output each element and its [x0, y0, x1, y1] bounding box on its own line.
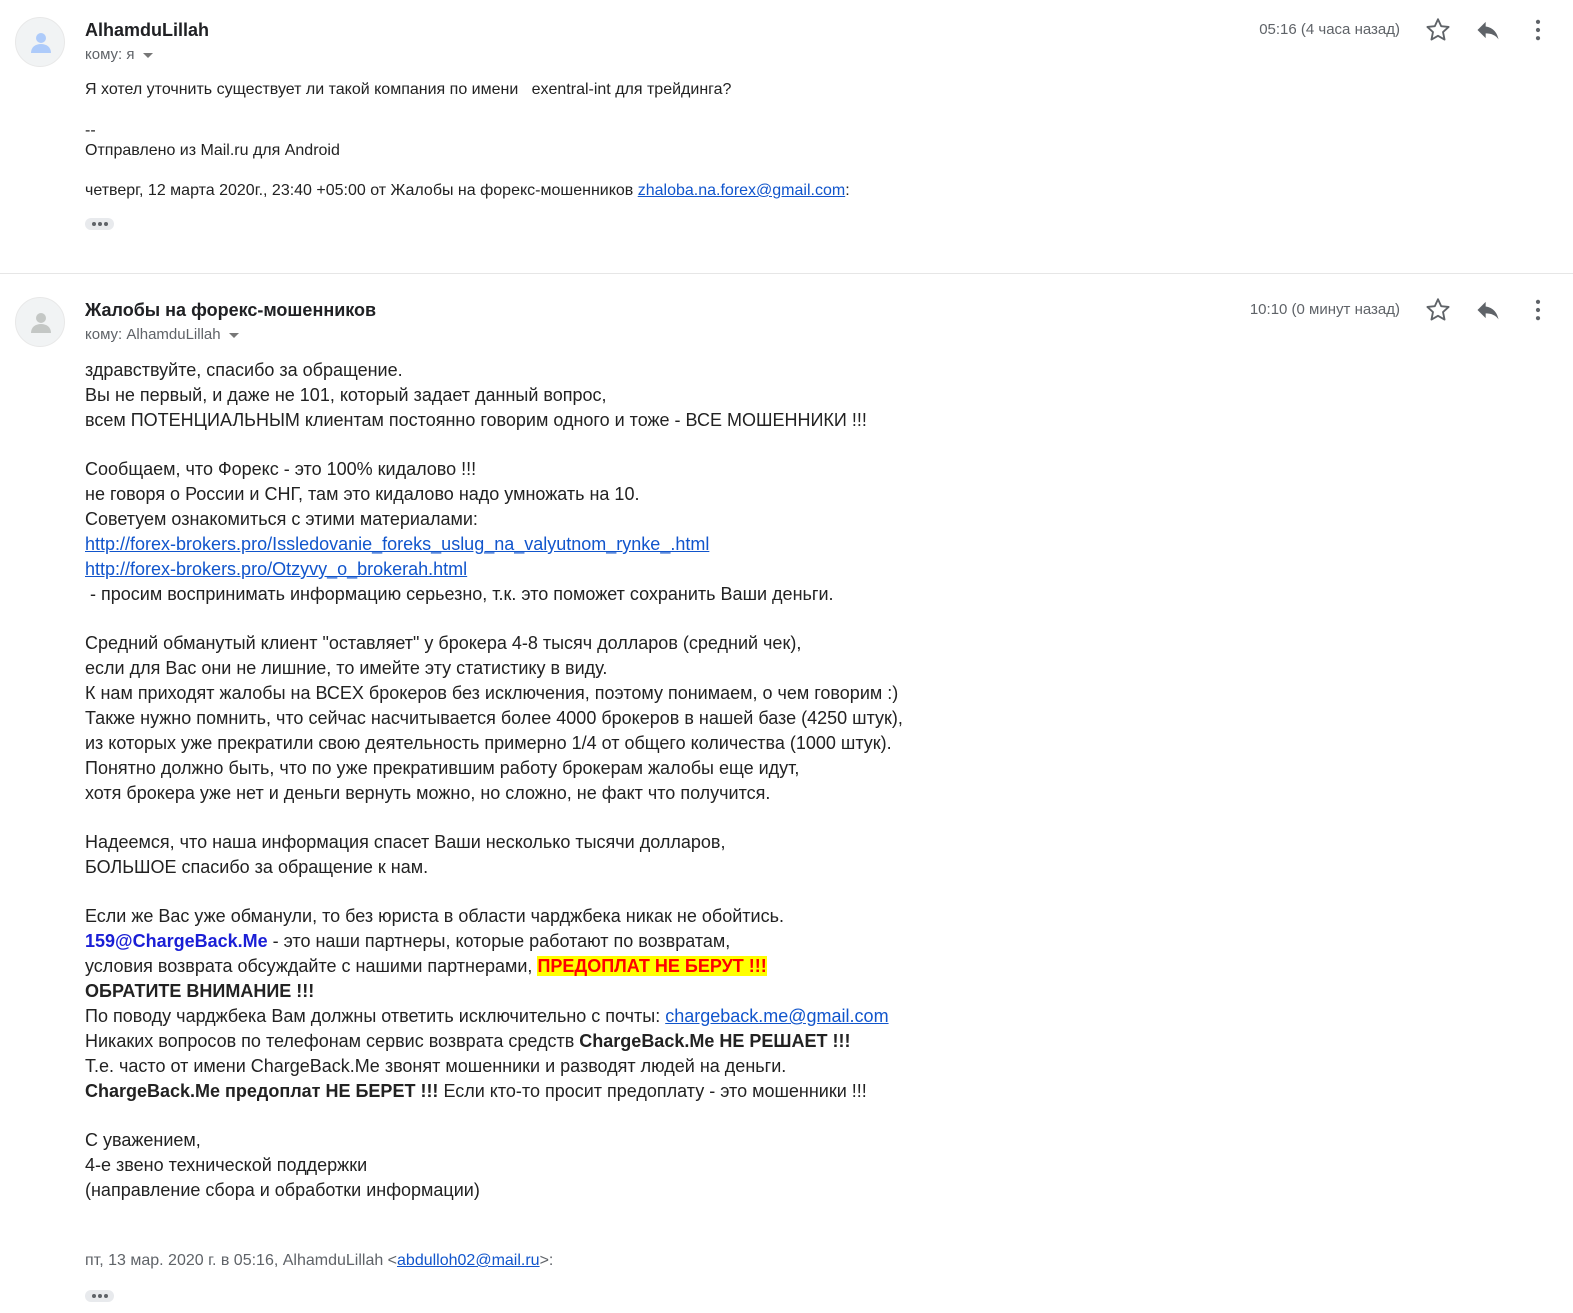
avatar[interactable] — [15, 297, 65, 347]
reply-button[interactable] — [1474, 16, 1502, 44]
quote-header-suffix: >: — [539, 1252, 554, 1269]
body-line: хотя брокера уже нет и деньги вернуть можно, но сложно, не факт что получится. — [85, 783, 771, 803]
body-line: здравствуйте, спасибо за обращение. — [85, 360, 403, 380]
quote-email-link[interactable]: zhaloba.na.forex@gmail.com — [637, 182, 846, 199]
reply-button[interactable] — [1474, 296, 1502, 324]
sender-name: AlhamduLillah — [85, 20, 210, 40]
phone-line-text: Никаких вопросов по телефонам сервис возврата средств — [85, 1031, 580, 1051]
quote-header-text: четверг, 12 марта 2020г., 23:40 +05:00 от Жалобы на форекс-мошенников — [85, 182, 638, 199]
recipient-label: кому: AlhamduLillah — [85, 326, 221, 343]
body-line: Я хотел уточнить существует ли такой компания по имени exentral-int для трейдинга? — [85, 81, 732, 98]
signature-line: С уважением, — [85, 1130, 201, 1150]
quote-header-text: пт, 13 мар. 2020 г. в 05:16, AlhamduLillah < — [85, 1252, 398, 1269]
quote-header-suffix: : — [845, 182, 850, 199]
body-line: Если же Вас уже обманули, то без юриста в области чарджбека никак не обойтись. — [85, 906, 784, 926]
signature-line: 4-е звено технической поддержки — [85, 1155, 368, 1175]
partner-line — [85, 929, 1485, 954]
show-trimmed-content-button[interactable] — [85, 1290, 114, 1302]
partner-line-text: - это наши партнеры, которые работают по возвратам, — [267, 931, 731, 951]
body-line: БОЛЬШОЕ спасибо за обращение к нам. — [85, 857, 429, 877]
body-line: К нам приходят жалобы на ВСЕХ брокеров без исключения, поэтому понимаем, о чем говорим :) — [85, 683, 899, 703]
body-line: Понятно должно быть, что по уже прекратившим работу брокерам жалобы еще идут, — [85, 758, 800, 778]
partner-link[interactable]: 159@ChargeBack.Me — [85, 931, 268, 951]
body-line: Советуем ознакомиться с этими материалами: — [85, 509, 478, 529]
body-line: из которых уже прекратили свою деятельность примерно 1/4 от общего количества (1000 штук). — [85, 733, 892, 753]
body-line: Вы не первый, и даже не 101, который задает данный вопрос, — [85, 385, 607, 405]
ellipsis-icon — [92, 222, 96, 226]
star-icon — [1424, 16, 1452, 44]
body-line: Средний обманутый клиент "оставляет" у брокера 4-8 тысяч долларов (средний чек), — [85, 633, 802, 653]
body-line: всем ПОТЕНЦИАЛЬНЫМ клиентам постоянно говорим одного и тоже - ВСЕ МОШЕННИКИ !!! — [85, 410, 867, 430]
more-options-button[interactable] — [1524, 296, 1552, 324]
more-options-button[interactable] — [1524, 16, 1552, 44]
body-line: Сообщаем, что Форекс - это 100% кидалово !!! — [85, 459, 477, 479]
quote-header — [85, 1252, 553, 1270]
reply-icon — [1474, 296, 1502, 324]
body-line: - просим воспринимать информацию серьезно, т.к. это поможет сохранить Ваши деньги. — [85, 584, 834, 604]
avatar-icon — [29, 30, 53, 54]
message-body — [85, 80, 1385, 235]
phone-line — [85, 1029, 1485, 1054]
highlight-warning: ПРЕДОПЛАТ НЕ БЕРУТ !!! — [537, 956, 767, 976]
chargeback-email-link[interactable]: chargeback.me@gmail.com — [665, 1006, 889, 1026]
email-line-text: По поводу чарджбека Вам должны ответить исключительно с почты: — [85, 1006, 666, 1026]
star-icon — [1424, 296, 1452, 324]
avatar-icon — [29, 310, 53, 334]
body-line: Также нужно помнить, что сейчас насчитывается более 4000 брокеров в нашей базе (4250 штук), — [85, 708, 903, 728]
body-line: если для Вас они не лишние, то имейте эту статистику в виду. — [85, 658, 608, 678]
recipient-line[interactable] — [85, 326, 239, 343]
reply-icon — [1474, 16, 1502, 44]
forex-research-link[interactable]: http://forex-brokers.pro/Issledovanie_foreks_uslug_na_valyutnom_rynke_.html — [85, 534, 710, 554]
body-line: не говоря о России и СНГ, там это кидалово надо умножать на 10. — [85, 484, 640, 504]
message-1 — [0, 0, 1573, 274]
email-line — [85, 1004, 1485, 1029]
broker-reviews-link[interactable]: http://forex-brokers.pro/Otzyvy_o_brokerah.html — [85, 559, 468, 579]
conditions-line — [85, 954, 1485, 979]
dropdown-caret-icon[interactable] — [229, 333, 239, 338]
sender-name: Жалобы на форекс-мошенников — [85, 300, 377, 320]
phone-line-bold: ChargeBack.Me НЕ РЕШАЕТ !!! — [579, 1031, 851, 1051]
message-body — [85, 358, 1485, 1203]
body-line: Т.е. часто от имени ChargeBack.Me звонят мошенники и разводят людей на деньги. — [85, 1056, 787, 1076]
final-warning-line — [85, 1079, 1485, 1104]
more-vert-icon — [1524, 296, 1552, 324]
more-vert-icon — [1524, 16, 1552, 44]
conditions-text: условия возврата обсуждайте с нашими партнерами, — [85, 956, 538, 976]
star-button[interactable] — [1424, 296, 1452, 324]
message-time: 05:16 (4 часа назад) — [1259, 21, 1400, 38]
signature: Отправлено из Mail.ru для Android — [85, 142, 340, 159]
final-warning-text: Если кто-то просит предоплату - это мошенники !!! — [438, 1081, 867, 1101]
star-button[interactable] — [1424, 16, 1452, 44]
dropdown-caret-icon[interactable] — [143, 53, 153, 58]
quote-email-link[interactable]: abdulloh02@mail.ru — [397, 1252, 540, 1269]
quote-header — [85, 181, 1385, 201]
signature-line: (направление сбора и обработки информации) — [85, 1180, 480, 1200]
final-warning-bold: ChargeBack.Me предоплат НЕ БЕРЕТ !!! — [85, 1081, 439, 1101]
signature-separator: -- — [85, 122, 96, 139]
attention-line: ОБРАТИТЕ ВНИМАНИЕ !!! — [85, 981, 315, 1001]
recipient-line[interactable] — [85, 46, 153, 63]
avatar[interactable] — [15, 17, 65, 67]
ellipsis-icon — [92, 1294, 96, 1298]
message-time: 10:10 (0 минут назад) — [1249, 301, 1400, 318]
message-2 — [0, 274, 1573, 1313]
body-line: Надеемся, что наша информация спасет Ваши несколько тысячи долларов, — [85, 832, 726, 852]
recipient-label: кому: я — [85, 46, 135, 63]
show-trimmed-content-button[interactable] — [85, 218, 114, 230]
